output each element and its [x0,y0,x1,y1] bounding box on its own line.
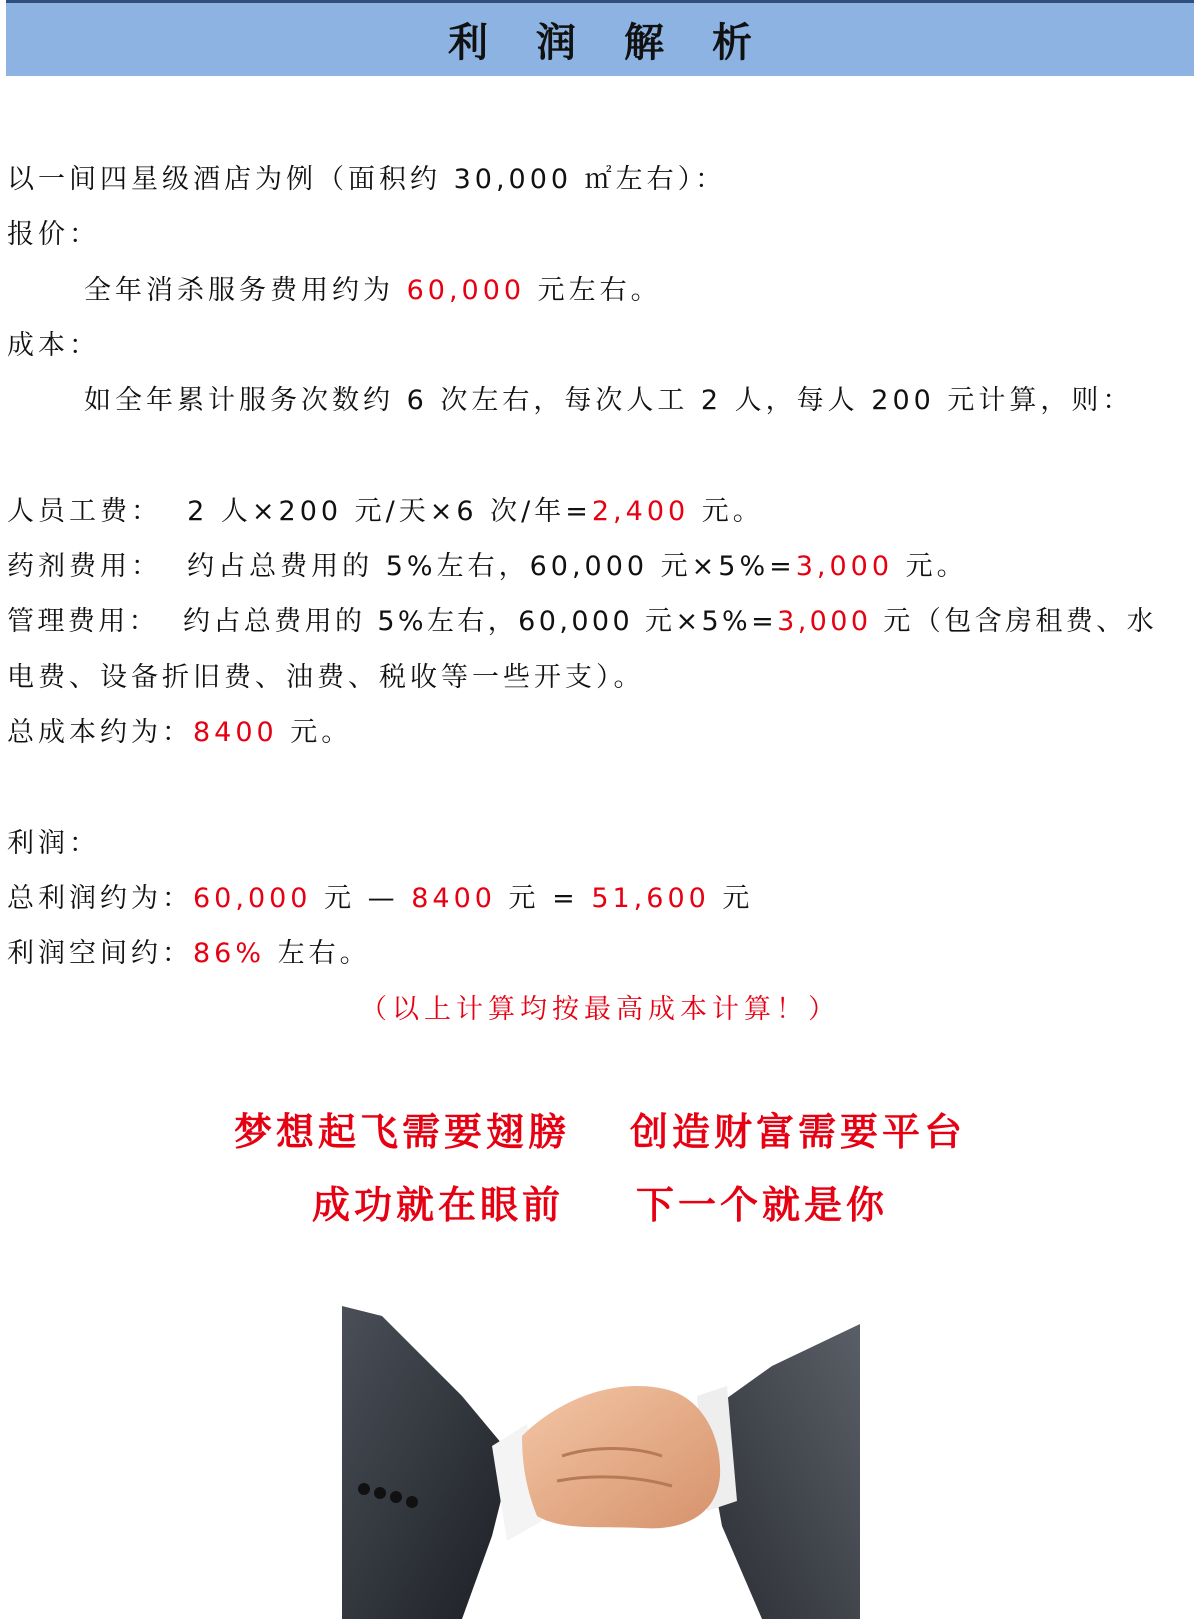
total-cost-amount: 8400 [193,717,278,748]
chemical-amount: 3,000 [795,551,894,582]
example-text: 以一间四星级酒店为例（面积约 30,000 ㎡左右）： [7,164,727,195]
profit-margin-percent: 86% [193,938,266,969]
management-cost-line: 管理费用： 约占总费用的 5%左右，60,000 元×5%=3,000 元（包含房租费、水 [7,606,1158,637]
example-line [7,163,726,197]
labor-cost-line: 人员工费： 2 人×200 元/天×6 次/年=2,400 元。 [7,496,764,527]
cost-description: 如全年累计服务次数约 6 次左右，每次人工 2 人，每人 200 元计算，则： [84,385,1134,416]
cost-heading: 成本： [7,330,100,361]
slogan-line-2: 成功就在眼前 下一个就是你 [311,1183,889,1227]
slogan-line-1: 梦想起飞需要翅膀 创造财富需要平台 [233,1110,967,1154]
quote-line: 全年消杀服务费用约为 60,000 元左右。 [84,275,662,306]
chemical-cost-line: 药剂费用： 约占总费用的 5%左右，60,000 元×5%=3,000 元。 [7,551,968,582]
total-cost-line: 总成本约为：8400 元。 [7,717,353,748]
total-profit-amount: 51,600 [591,883,710,914]
page-title: 利润解析 [448,20,800,66]
profit-heading: 利润： [7,828,100,859]
management-amount: 3,000 [777,606,872,637]
labor-amount: 2,400 [591,496,690,527]
left-sleeve [342,1306,512,1619]
hands [522,1386,720,1528]
profit-margin-line: 利润空间约：86% 左右。 [7,938,371,969]
calculation-note: （以上计算均按最高成本计算！） [360,994,840,1025]
quote-amount: 60,000 [406,275,526,306]
handshake-photo [342,1306,860,1619]
management-cost-continuation: 电费、设备折旧费、油费、税收等一些开支）。 [7,662,645,693]
quote-heading: 报价： [7,219,100,250]
total-profit-line: 总利润约为：60,000 元 — 8400 元 = 51,600 元 [7,883,754,914]
title-banner [6,0,1194,76]
